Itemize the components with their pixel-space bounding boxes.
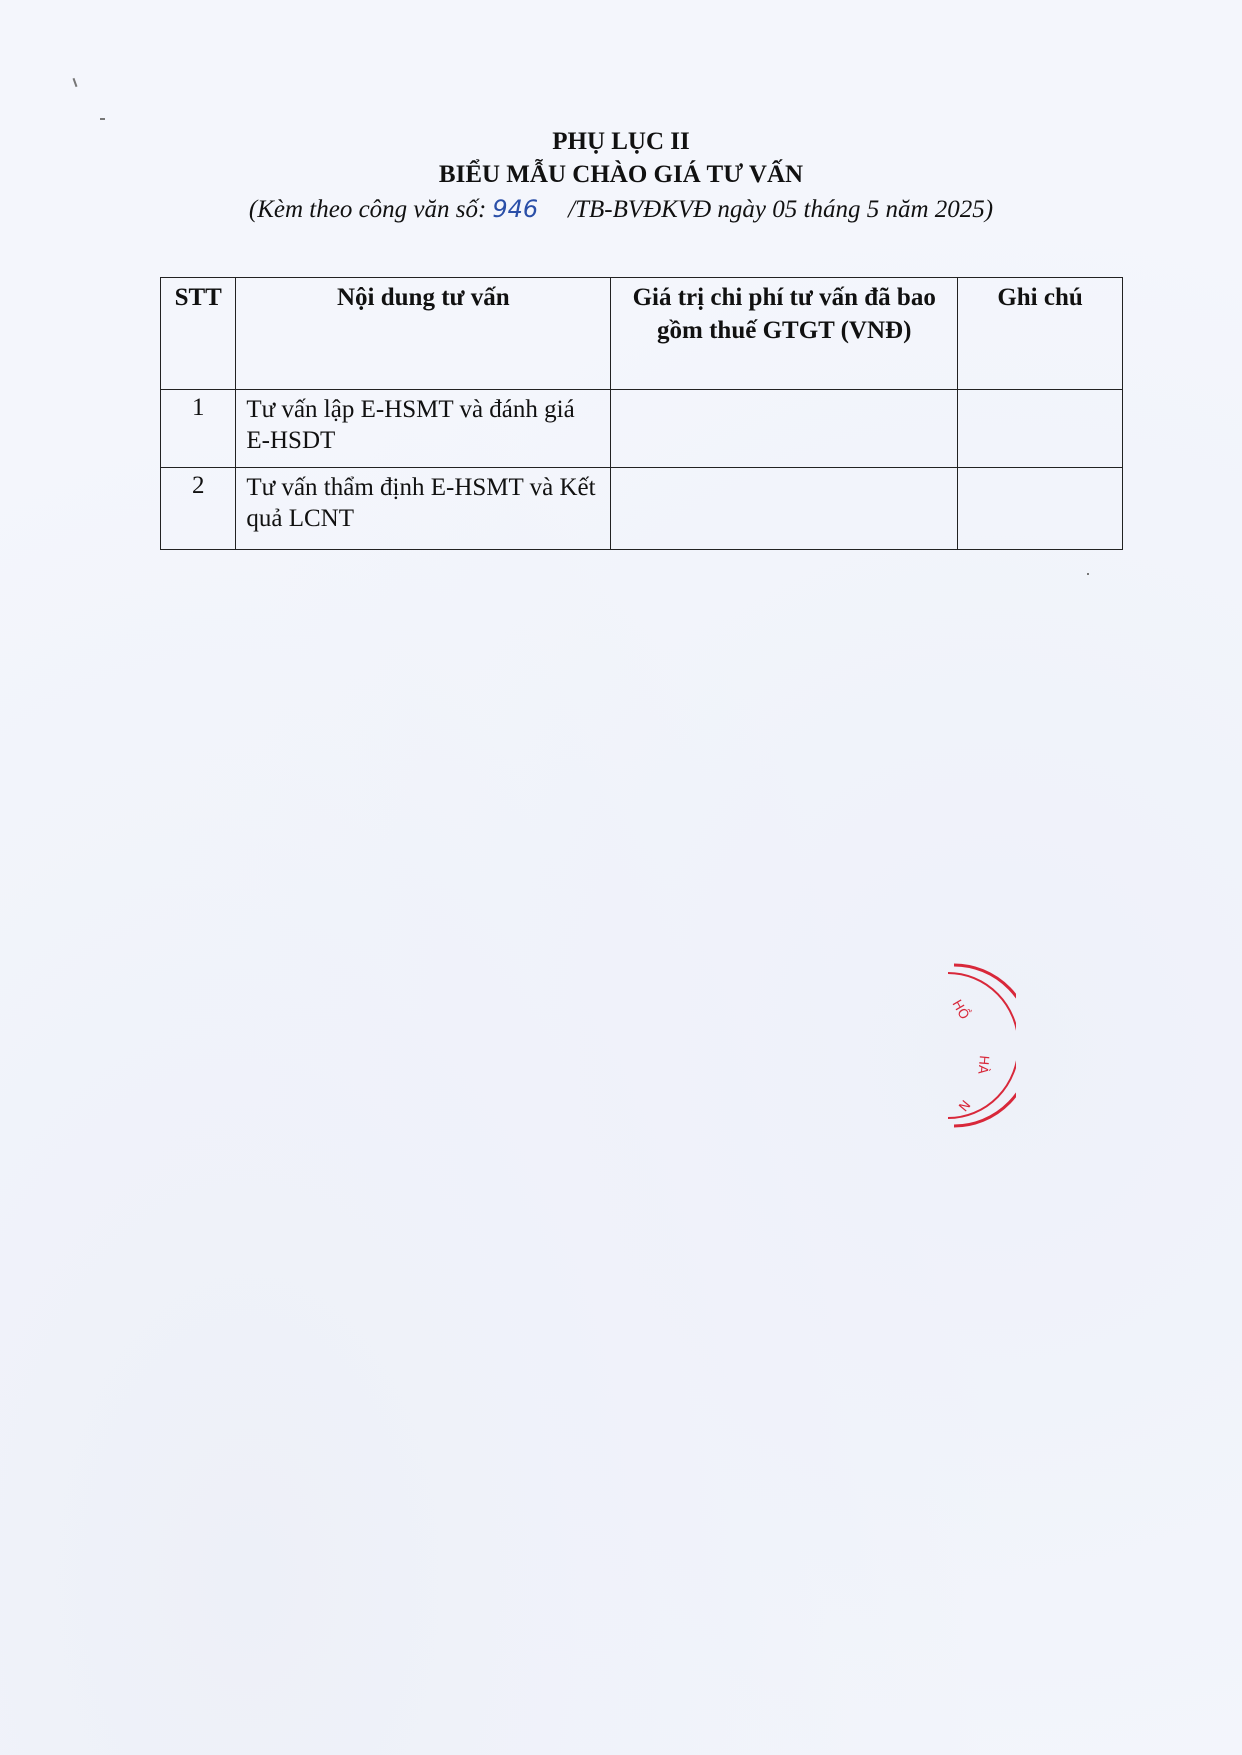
- form-title: BIỂU MẪU CHÀO GIÁ TƯ VẤN: [438, 161, 804, 188]
- reference-line: [0, 195, 1242, 224]
- table-row: [161, 390, 1123, 468]
- quotation-table: [160, 277, 1123, 550]
- handwritten-document-number: 946: [492, 195, 539, 223]
- red-seal-stamp: [946, 963, 1016, 1128]
- row-price: [611, 390, 958, 468]
- header-note: Ghi chú: [958, 278, 1123, 390]
- scan-speck: [73, 78, 78, 87]
- row-stt: 1: [161, 390, 236, 468]
- reference-suffix: /TB-BVĐKVĐ ngày 05 tháng 5 năm 2025): [568, 196, 994, 223]
- table-row: [161, 468, 1123, 550]
- row-content: Tư vấn lập E-HSMT và đánh giá E-HSDT: [236, 390, 611, 468]
- row-stt: 2: [161, 468, 236, 550]
- svg-text:N: N: [954, 1096, 973, 1114]
- svg-text:HỒ: HỒ: [948, 997, 972, 1023]
- row-note: [958, 390, 1123, 468]
- row-price: [611, 468, 958, 550]
- table-header-row: [161, 278, 1123, 390]
- scan-speck: [1087, 573, 1089, 575]
- row-note: [958, 468, 1123, 550]
- header-content: Nội dung tư vấn: [236, 278, 611, 390]
- svg-text:HÀ: HÀ: [974, 1054, 991, 1075]
- header-stt: STT: [161, 278, 236, 390]
- reference-prefix: (Kèm theo công văn số:: [248, 196, 487, 223]
- header-price: Giá trị chi phí tư vấn đã bao gồm thuế GTGT (VNĐ): [611, 278, 958, 390]
- scan-speck: [100, 118, 105, 120]
- appendix-title: PHỤ LỤC II: [552, 128, 690, 155]
- row-content: Tư vấn thẩm định E-HSMT và Kết quả LCNT: [236, 468, 611, 550]
